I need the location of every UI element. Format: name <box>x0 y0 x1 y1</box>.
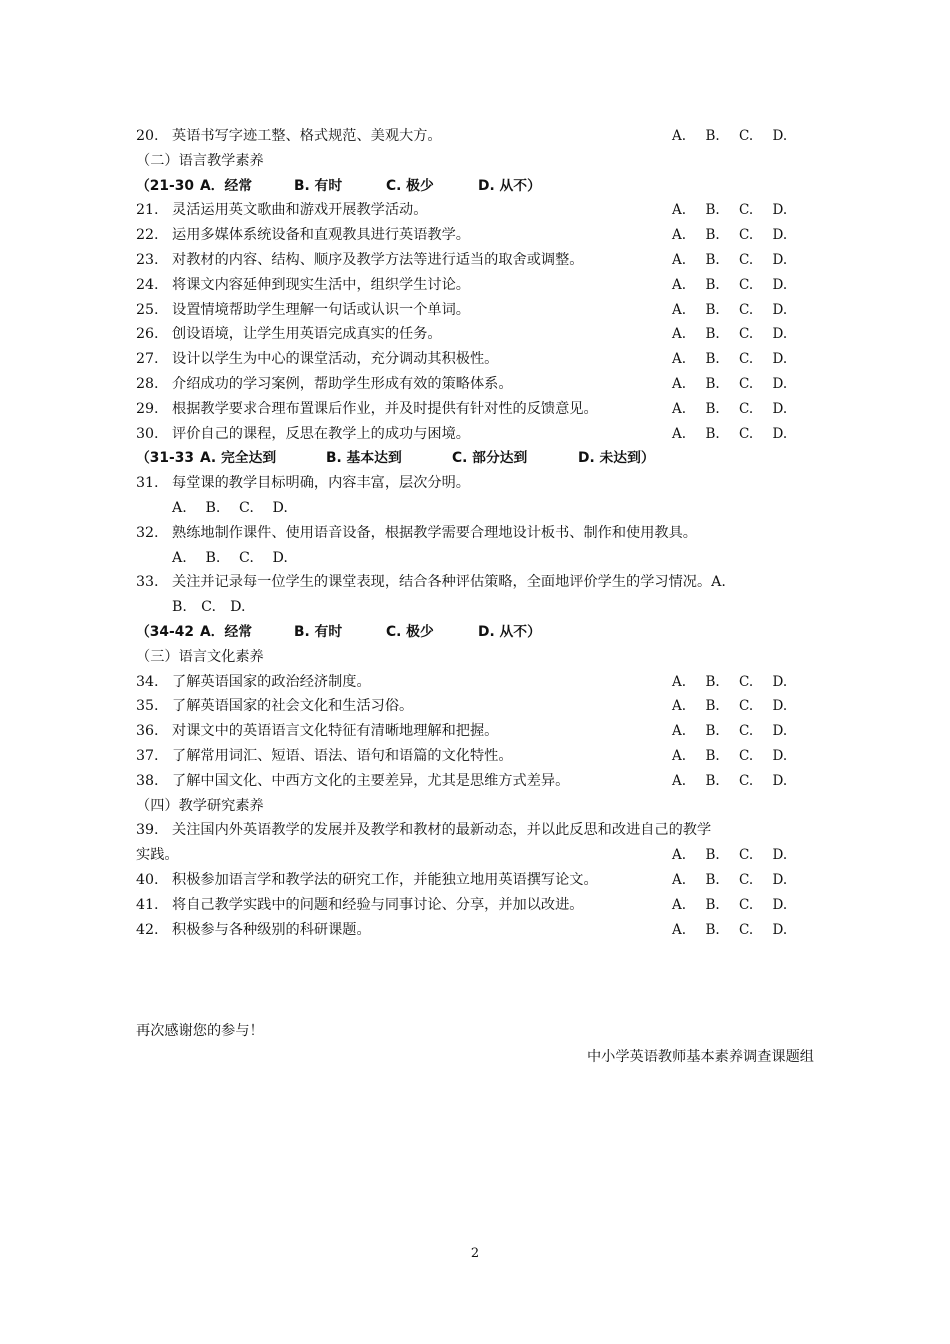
choice-d[interactable]: D. <box>772 847 788 864</box>
question-number: 21. <box>136 202 159 219</box>
signature: 中小学英语教师基本素养调查课题组 <box>586 1049 814 1065</box>
question-text: 运用多媒体系统设备和直观教具进行英语教学。 <box>172 227 470 244</box>
answer-choices <box>672 372 806 397</box>
choice-c[interactable]: C. <box>739 921 754 938</box>
question-text: 了解常用词汇、短语、语法、语句和语篇的文化特性。 <box>172 747 513 764</box>
choice-a[interactable]: A. <box>672 921 687 938</box>
choice-d[interactable]: D. <box>772 723 788 740</box>
answer-choices <box>672 694 806 719</box>
choice-c[interactable]: C. <box>739 673 754 690</box>
question-21 <box>136 198 816 223</box>
answer-legend-21-30 <box>136 174 816 199</box>
choice-a[interactable]: A. <box>672 772 687 789</box>
choice-d[interactable]: D. <box>772 375 788 392</box>
choice-c[interactable]: C. <box>739 375 754 392</box>
legend-range: （21-30 <box>136 177 194 194</box>
choice-b[interactable]: B. <box>205 549 221 566</box>
answer-choices <box>672 298 806 323</box>
choice-c[interactable]: C. <box>739 772 754 789</box>
question-26 <box>136 322 816 347</box>
choice-d[interactable]: D. <box>772 128 788 144</box>
question-22 <box>136 223 816 248</box>
question-20 <box>136 124 816 149</box>
question-41 <box>136 893 816 918</box>
choice-a[interactable]: A. <box>672 400 687 417</box>
choice-c[interactable]: C. <box>739 896 754 913</box>
question-text: 对教材的内容、结构、顺序及教学方法等进行适当的取舍或调整。 <box>172 251 584 268</box>
question-text: 灵活运用英文歌曲和游戏开展教学活动。 <box>172 202 428 219</box>
choice-c[interactable]: C. <box>739 326 754 343</box>
question-text: 对课文中的英语语言文化特征有清晰地理解和把握。 <box>172 723 499 740</box>
answer-choices <box>672 719 806 744</box>
question-text: 创设语境，让学生用英语完成真实的任务。 <box>172 326 442 343</box>
question-number: 39. <box>136 822 159 839</box>
choice-b[interactable]: B. <box>705 351 720 368</box>
choice-d[interactable]: D. <box>772 276 788 293</box>
choice-d[interactable]: D. <box>772 673 788 690</box>
choice-d[interactable]: D. <box>772 251 788 268</box>
question-text: 设置情境帮助学生理解一句话或认识一个单词。 <box>172 301 470 318</box>
legend-c: C. 部分达到 <box>452 450 528 467</box>
legend-c: C. 极少 <box>386 623 434 640</box>
choice-c[interactable]: C. <box>739 747 754 764</box>
choice-c[interactable]: C. <box>739 202 754 219</box>
section-heading-3: （三）语言文化素养 <box>136 648 264 665</box>
choice-d[interactable]: D. <box>772 326 788 343</box>
question-38 <box>136 769 816 794</box>
question-text: 积极参加语言学和教学法的研究工作，并能独立地用英语撰写论文。 <box>172 871 598 888</box>
question-23 <box>136 248 816 273</box>
choice-d[interactable]: D. <box>772 227 788 244</box>
choice-b[interactable]: B. <box>705 276 720 293</box>
answer-legend-34-42 <box>136 620 816 645</box>
question-31-choices <box>136 496 816 521</box>
question-36 <box>136 719 816 744</box>
answer-choices <box>672 397 806 422</box>
question-25 <box>136 298 816 323</box>
question-text: 了解英语国家的社会文化和生活习俗。 <box>172 698 414 715</box>
question-number: 36. <box>136 723 159 740</box>
choice-d[interactable]: D. <box>772 425 788 442</box>
question-33 <box>136 570 816 595</box>
question-number: 25. <box>136 301 159 318</box>
legend-a: A．经常 <box>200 177 253 194</box>
question-text: 关注国内外英语教学的发展并及教学和教材的最新动态，并以此反思和改进自己的教学 <box>172 822 712 839</box>
question-32 <box>136 521 816 546</box>
answer-choices <box>672 248 806 273</box>
question-number: 26. <box>136 326 159 343</box>
answer-choices <box>672 744 806 769</box>
question-number: 33. <box>136 574 159 591</box>
question-text: 设计以学生为中心的课堂活动，充分调动其积极性。 <box>172 351 499 368</box>
choice-c[interactable]: C. <box>239 549 254 566</box>
choice-c[interactable]: C. <box>739 301 754 318</box>
choice-b[interactable]: B. <box>705 227 720 244</box>
choice-b[interactable]: B. <box>705 425 720 442</box>
choice-d[interactable]: D. <box>272 549 288 566</box>
question-text: 每堂课的教学目标明确，内容丰富，层次分明。 <box>172 475 470 492</box>
answer-choices <box>672 769 806 794</box>
question-text: 根据教学要求合理布置课后作业，并及时提供有针对性的反馈意见。 <box>172 400 598 417</box>
answer-choices <box>672 868 806 893</box>
choice-d[interactable]: D. <box>772 772 788 789</box>
choice-a[interactable]: A. <box>672 227 687 244</box>
question-number: 27. <box>136 351 159 368</box>
question-number: 35. <box>136 698 159 715</box>
legend-d: D. 未达到） <box>578 450 655 467</box>
answer-choices <box>672 422 806 447</box>
choice-b[interactable]: B. <box>705 400 720 417</box>
choice-c[interactable]: C. <box>739 723 754 740</box>
choice-a[interactable]: A. <box>672 276 687 293</box>
choice-c[interactable]: C. <box>739 351 754 368</box>
choice-b[interactable]: B. <box>205 499 221 516</box>
legend-b: B. 有时 <box>294 177 343 194</box>
choice-c[interactable]: C. <box>739 251 754 268</box>
choice-c[interactable]: C. <box>739 227 754 244</box>
choice-b[interactable]: B. <box>705 871 720 888</box>
legend-range: （31-33 <box>136 450 194 467</box>
question-number: 40. <box>136 871 159 888</box>
choice-b[interactable]: B. <box>705 723 720 740</box>
question-number: 24. <box>136 276 159 293</box>
choice-b[interactable]: B. <box>705 698 720 715</box>
question-35 <box>136 694 816 719</box>
question-text: 评价自己的课程，反思在教学上的成功与困境。 <box>172 425 470 442</box>
legend-d: D. 从不） <box>478 177 541 194</box>
question-number: 32. <box>136 524 159 541</box>
answer-legend-31-33 <box>136 446 816 471</box>
choice-c[interactable]: C. <box>739 276 754 293</box>
question-number: 37. <box>136 747 159 764</box>
closing-thanks: 再次感谢您的参与！ <box>136 1023 264 1039</box>
question-34 <box>136 670 816 695</box>
question-number: 22. <box>136 227 159 244</box>
question-text-cont: 实践。 <box>136 847 179 864</box>
question-number: 31. <box>136 475 159 492</box>
choice-a[interactable]: A. <box>672 202 687 219</box>
question-42 <box>136 918 816 943</box>
question-24 <box>136 273 816 298</box>
choice-a[interactable]: A. <box>672 871 687 888</box>
question-text: 了解中国文化、中西方文化的主要差异，尤其是思维方式差异。 <box>172 772 570 789</box>
answer-choices <box>672 918 806 943</box>
choice-a[interactable]: A. <box>672 251 687 268</box>
choice-b[interactable]: B. <box>705 301 720 318</box>
legend-b: B. 有时 <box>294 623 343 640</box>
question-39-cont <box>136 843 816 868</box>
choice-b[interactable]: B. <box>705 673 720 690</box>
choice-c[interactable]: C. <box>739 847 754 864</box>
choice-a[interactable]: A. <box>672 425 687 442</box>
question-number: 23. <box>136 251 159 268</box>
choice-b[interactable]: B. <box>705 747 720 764</box>
legend-c: C. 极少 <box>386 177 434 194</box>
choice-b[interactable]: B. <box>705 251 720 268</box>
choice-b[interactable]: B. <box>705 921 720 938</box>
choice-a[interactable]: A. <box>672 723 687 740</box>
question-number: 28. <box>136 375 159 392</box>
question-number: 20. <box>136 128 159 144</box>
choice-b[interactable]: B. <box>705 128 720 144</box>
question-text: 将课文内容延伸到现实生活中，组织学生讨论。 <box>172 276 470 293</box>
question-text: 将自己教学实践中的问题和经验与同事讨论、分享，并加以改进。 <box>172 896 584 913</box>
choice-a[interactable]: A. <box>672 847 687 864</box>
question-number: 41. <box>136 896 159 913</box>
choice-d[interactable]: D. <box>772 400 788 417</box>
choice-b[interactable]: B. <box>705 847 720 864</box>
section-heading-4: （四）教学研究素养 <box>136 797 264 814</box>
choice-a[interactable]: A. <box>672 673 687 690</box>
choice-a[interactable]: A. <box>672 896 687 913</box>
choice-a[interactable]: A. <box>172 549 187 566</box>
answer-choices <box>672 223 806 248</box>
choice-b[interactable]: B. <box>705 772 720 789</box>
choice-b[interactable]: B. <box>705 326 720 343</box>
choice-d[interactable]: D. <box>772 351 788 368</box>
question-32-choices <box>136 546 816 571</box>
legend-a: A. 完全达到 <box>200 450 277 467</box>
question-number: 38. <box>136 772 159 789</box>
question-text: 介绍成功的学习案例，帮助学生形成有效的策略体系。 <box>172 375 513 392</box>
choice-a[interactable]: A. <box>672 375 687 392</box>
choice-c[interactable]: C. <box>739 400 754 417</box>
question-40 <box>136 868 816 893</box>
choice-c[interactable]: C. <box>739 425 754 442</box>
legend-d: D. 从不） <box>478 623 541 640</box>
question-number: 29. <box>136 400 159 417</box>
choice-a[interactable]: A. <box>672 128 687 144</box>
answer-choices <box>672 124 806 149</box>
answer-choices <box>672 198 806 223</box>
choice-c[interactable]: C. <box>739 698 754 715</box>
choice-d[interactable]: D. <box>772 896 788 913</box>
questionnaire-page <box>136 124 816 942</box>
choice-b[interactable]: B. <box>705 202 720 219</box>
question-37 <box>136 744 816 769</box>
question-27 <box>136 347 816 372</box>
choice-d[interactable]: D. <box>772 747 788 764</box>
question-text: 积极参与各种级别的科研课题。 <box>172 921 371 938</box>
question-text: 英语书写字迹工整、格式规范、美观大方。 <box>172 128 442 144</box>
answer-choices <box>672 843 806 868</box>
question-29 <box>136 397 816 422</box>
question-number: 30. <box>136 425 159 442</box>
choice-a[interactable]: A. <box>672 301 687 318</box>
legend-range: （34-42 <box>136 623 194 640</box>
answer-choices <box>672 322 806 347</box>
question-39 <box>136 818 816 843</box>
choice-a[interactable]: A. <box>672 747 687 764</box>
choice-a[interactable]: A. <box>672 698 687 715</box>
choice-c[interactable]: C. <box>739 871 754 888</box>
choice-b[interactable]: B. <box>705 375 720 392</box>
question-text: 关注并记录每一位学生的课堂表现，结合各种评估策略，全面地评价学生的学习情况。A. <box>172 574 726 591</box>
question-text: 了解英语国家的政治经济制度。 <box>172 673 371 690</box>
choice-b[interactable]: B. <box>705 896 720 913</box>
choice-d[interactable]: D. <box>772 871 788 888</box>
question-28 <box>136 372 816 397</box>
choice-c[interactable]: C. <box>739 128 754 144</box>
question-31 <box>136 471 816 496</box>
question-33-choices[interactable]: B. C. D. <box>172 599 246 616</box>
choice-a[interactable]: A. <box>672 326 687 343</box>
question-text: 熟练地制作课件、使用语音设备，根据教学需要合理地设计板书、制作和使用教具。 <box>172 524 697 541</box>
choice-d[interactable]: D. <box>772 921 788 938</box>
choice-d[interactable]: D. <box>772 698 788 715</box>
answer-choices <box>672 670 806 695</box>
answer-choices <box>672 347 806 372</box>
choice-a[interactable]: A. <box>672 351 687 368</box>
choice-a[interactable]: A. <box>172 499 187 516</box>
question-number: 42. <box>136 921 159 938</box>
page-number: 2 <box>470 1246 480 1261</box>
choice-d[interactable]: D. <box>772 301 788 318</box>
question-number: 34. <box>136 673 159 690</box>
legend-b: B. 基本达到 <box>326 450 402 467</box>
answer-choices <box>672 273 806 298</box>
answer-choices <box>672 893 806 918</box>
choice-c[interactable]: C. <box>239 499 254 516</box>
legend-a: A．经常 <box>200 623 253 640</box>
section-heading-2: （二）语言教学素养 <box>136 152 264 169</box>
question-30 <box>136 422 816 447</box>
choice-d[interactable]: D. <box>272 499 288 516</box>
choice-d[interactable]: D. <box>772 202 788 219</box>
